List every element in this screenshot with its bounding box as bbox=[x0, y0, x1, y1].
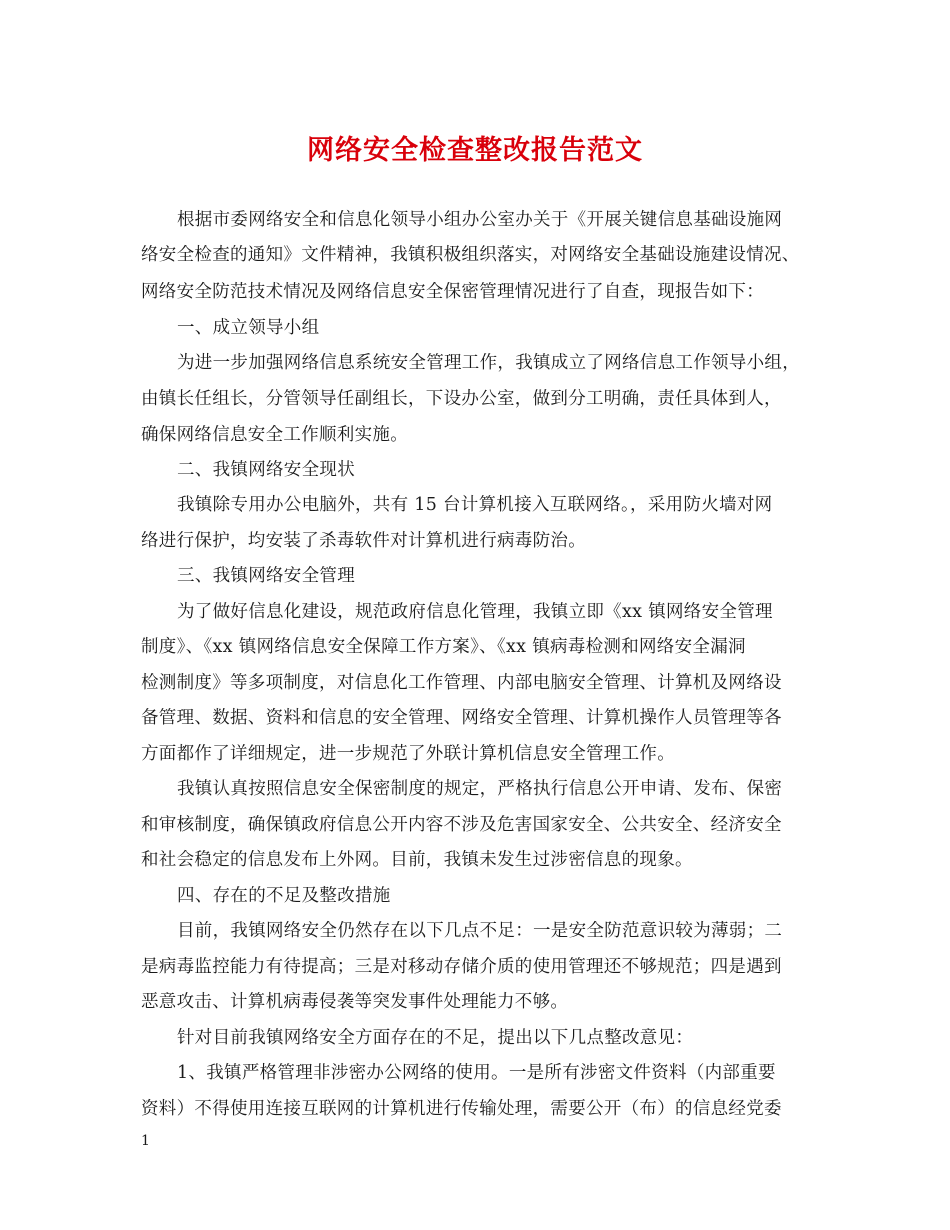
text-line: 络进行保护，均安装了杀毒软件对计算机进行病毒防治。 bbox=[141, 531, 586, 551]
text-line: 资料）不得使用连接互联网的计算机进行传输处理，需要公开（布）的信息经党委 bbox=[141, 1099, 782, 1119]
text-line: 恶意攻击、计算机病毒侵袭等突发事件处理能力不够。 bbox=[141, 992, 569, 1012]
section-heading: 四、存在的不足及整改措施 bbox=[177, 886, 391, 906]
text-line: 确保网络信息安全工作顺利实施。 bbox=[141, 425, 408, 445]
text-line: 针对目前我镇网络安全方面存在的不足，提出以下几点整改意见： bbox=[177, 1028, 694, 1048]
text-line: 制度》、《xx 镇网络信息安全保障工作方案》、《xx 镇病毒检测和网络安全漏洞 bbox=[141, 637, 746, 657]
text-line: 备管理、数据、资料和信息的安全管理、网络安全管理、计算机操作人员管理等各 bbox=[141, 708, 782, 728]
text-line: 目前，我镇网络安全仍然存在以下几点不足：一是安全防范意识较为薄弱；二 bbox=[177, 921, 783, 941]
section-heading: 一、成立领导小组 bbox=[177, 318, 320, 338]
text-line: 检测制度》等多项制度，对信息化工作管理、内部电脑安全管理、计算机及网络设 bbox=[141, 673, 782, 693]
page-number: 1 bbox=[141, 1133, 150, 1149]
text-line: 和社会稳定的信息发布上外网。目前，我镇未发生过涉密信息的现象。 bbox=[141, 850, 693, 870]
document-title: 网络安全检查整改报告范文 bbox=[307, 135, 643, 166]
text-line: 为进一步加强网络信息系统安全管理工作，我镇成立了网络信息工作领导小组， bbox=[177, 353, 800, 373]
text-line: 络安全检查的通知》文件精神，我镇积极组织落实，对网络安全基础设施建设情况、 bbox=[141, 245, 800, 265]
text-line: 网络安全防范技术情况及网络信息安全保密管理情况进行了自查，现报告如下： bbox=[141, 282, 764, 302]
text-line: 是病毒监控能力有待提高；三是对移动存储介质的使用管理还不够规范；四是遇到 bbox=[141, 957, 782, 977]
text-line: 方面都作了详细规定，进一步规范了外联计算机信息安全管理工作。 bbox=[141, 744, 675, 764]
text-line: 我镇除专用办公电脑外，共有 15 台计算机接入互联网络。，采用防火墙对网 bbox=[177, 495, 773, 515]
text-line: 1、我镇严格管理非涉密办公网络的使用。一是所有涉密文件资料（内部重要 bbox=[177, 1063, 776, 1083]
text-line: 根据市委网络安全和信息化领导小组办公室办关于《开展关键信息基础设施网 bbox=[177, 210, 783, 230]
text-line: 我镇认真按照信息安全保密制度的规定，严格执行信息公开申请、发布、保密 bbox=[177, 779, 783, 799]
text-line: 为了做好信息化建设，规范政府信息化管理，我镇立即《xx 镇网络安全管理 bbox=[177, 602, 773, 622]
section-heading: 二、我镇网络安全现状 bbox=[177, 460, 355, 480]
text-line: 由镇长任组长，分管领导任副组长，下设办公室，做到分工明确，责任具体到人， bbox=[141, 389, 782, 409]
section-heading: 三、我镇网络安全管理 bbox=[177, 566, 355, 586]
text-line: 和审核制度，确保镇政府信息公开内容不涉及危害国家安全、公共安全、经济安全 bbox=[141, 815, 782, 835]
